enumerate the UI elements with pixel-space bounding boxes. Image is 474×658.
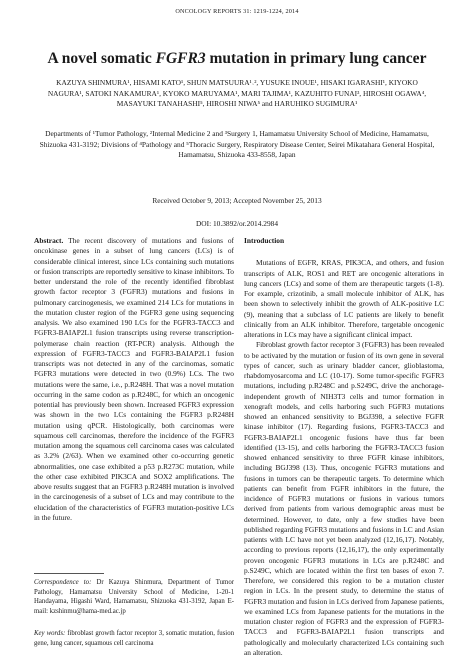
abstract-column	[34, 236, 234, 523]
author-list: KAZUYA SHINMURA¹, HISAMI KATO¹, SHUN MATSUURA¹˒², YUSUKE INOUE¹, HISAKI IGARASHI¹, KIYOKO NAGURA¹, SATOKI NAKAMURA¹, KYOKO MARUYAMA¹, MARI TAJIMA¹, KAZUHITO FUNAI³, HIROSHI OGAWA⁴, MASAYUKI TANAHASHI⁵, HIROSHI NIWA⁵ and HARUHIKO SUGIMURA¹	[47, 78, 427, 109]
keywords-label: Key words:	[34, 630, 66, 637]
doi-link[interactable]: DOI: 10.3892/or.2014.2984	[195, 219, 279, 228]
correspondence-note	[34, 578, 234, 616]
keywords-text: fibroblast growth factor receptor 3, somatic mutation, fusion gene, lung cancer, squamous cell carcinoma	[34, 630, 234, 647]
correspondence-label: Correspondence to:	[34, 579, 92, 586]
running-header: ONCOLOGY REPORTS 31: 1219-1224, 2014	[175, 8, 299, 15]
article-title: A novel somatic FGFR3 mutation in primary lung cancer	[47, 50, 427, 67]
introduction-paragraph-1: Mutations of EGFR, KRAS, PIK3CA, and others, and fusion transcripts of ALK, ROS1 and RET are oncogenic alterations in lung cancers (LCs) and some of them are therapeutic targets (1-8). For example, crizotinib, a small molecule inhibitor of ALK, has been shown to selectively inhibit the growth of ALK-positive LC (9), meaning that a subclass of LC patients are likely to benefit clinically from an ALK inhibitor. Therefore, targetable oncogenic alterations in LCs may have a significant clinical impact.	[244, 258, 444, 339]
introduction-column	[244, 236, 444, 658]
correspondence-text[interactable]: Dr Kazuya Shinmura, Department of Tumor Pathology, Hamamatsu University School of Medicine, 1-20-1 Handayama, Higashi Ward, Hamamatsu, Shizuoka 431-3192, Japan E-mail: kzshinmu@hama-med.ac.jp	[34, 579, 234, 615]
abstract-paragraph	[34, 236, 234, 523]
introduction-heading: Introduction	[244, 236, 285, 245]
keywords-note	[34, 629, 234, 648]
received-dates: Received October 9, 2013; Accepted November 25, 2013	[152, 196, 322, 205]
affiliations: Departments of ¹Tumor Pathology, ²Internal Medicine 2 and ³Surgery 1, Hamamatsu University School of Medicine, Hamamatsu, Shizuoka 431-3192; Divisions of ⁴Pathology and ⁵Thoracic Surgery, Respiratory Disease Center, Seirei Mikatahara General Hospital, Hamamatsu, Shizuoka 433-8558, Japan	[39, 129, 435, 160]
footnote-divider	[34, 573, 104, 574]
abstract-label: Abstract.	[34, 236, 64, 245]
abstract-text: The recent discovery of mutations and fusions of oncokinase genes in a subset of lung cancers (LCs) is of considerable clinical interest, since LCs containing such mutations or fusion transcripts are reportedly sensitive to kinase inhibitors. To better understand the role of the recently identified fibroblast growth factor receptor 3 (FGFR3) mutations and fusions in pulmonary carcinogenesis, we examined 214 LCs for mutations in the mutation cluster region of the FGFR3 gene using sequencing analysis. We also examined 190 LCs for the FGFR3-TACC3 and FGFR3-BAIAP2L1 fusion transcripts using reverse transcription-polymerase chain reaction (RT-PCR) analysis. Although the expression of FGFR3-TACC3 and FGFR3-BAIAP2L1 fusion transcripts was not detected in any of the carcinomas, somatic FGFR3 mutations were detected in two (0.9%) LCs. The two mutations were the same, i.e., p.R248H. That was a novel mutation occurring in the same codon as p.R248C, for which an oncogenic potential has previously been shown. Increased FGFR3 expression was shown in the two LCs containing the FGFR3 p.R248H mutation using qPCR. Histologically, both carcinomas were squamous cell carcinomas, therefore the incidence of the FGFR3 mutation among the squamous cell carcinoma cases was calculated as 3.2% (2/63). When we examined other co-occurring genetic abnormalities, one case exhibited a p53 p.R273C mutation, while the other case exhibited PIK3CA and SOX2 amplifications. The above results suggest that an FGFR3 p.R248H mutation is involved in the carcinogenesis of a subset of LCs and may contribute to the elucidation of the characteristics of FGFR3 mutation-positive LCs in the future.	[34, 236, 234, 522]
introduction-paragraph-2: Fibroblast growth factor receptor 3 (FGFR3) has been revealed to be activated by the mutation or fusion of its own gene in several types of cancer, such as urinary bladder cancer, glioblastoma, rhabdomyosarcoma and LC (10-17). Some tumor-specific FGFR3 mutations, including p.R248C and p.S249C, drive the anchorage-independent growth of NIH3T3 cells and tumor formation in xenograft models, and cells harboring such FGFR3 mutations showed an enhanced sensitivity to BGJ398, a selective FGFR kinase inhibitor (17). Regarding fusions, FGFR3-TACC3 and FGFR3-BAIAP2L1 oncogenic fusions have thus far been identified (13-15), and cells harboring the FGFR3-TACC3 fusion showed enhanced sensitivity to three FGFR kinase inhibitors, including BGJ398 (13). Thus, oncogenic FGFR3 mutations and fusions in tumors can be therapeutic targets. To determine which patients can benefit from FGFR inhibitors in the future, the incidence of FGFR3 mutations or fusions in various tumors derived from patients from various demographic areas must be determined. However, to date, only a few studies have been published regarding FGFR3 mutations and fusions in LC and Asian patients with LC have not yet been analyzed (12,16,17). Notably, according to previous reports (12,16,17), the only experimentally proven oncogenic FGFR3 mutations in LCs are p.R248C and p.S249C, which are located within the first ten bases of exon 7. Therefore, we considered this region to be a mutation cluster region in LCs. In the present study, to determine the status of FGFR3 mutation and fusion in LCs derived from Japanese patients, we examined LCs from Japanese patients for the mutations in the mutation cluster region of FGFR3 and the expression of FGFR3-TACC3 and FGFR3-BAIAP2L1 fusion transcripts and pathologically and molecularly characterized LCs containing such an alteration.	[244, 340, 444, 657]
